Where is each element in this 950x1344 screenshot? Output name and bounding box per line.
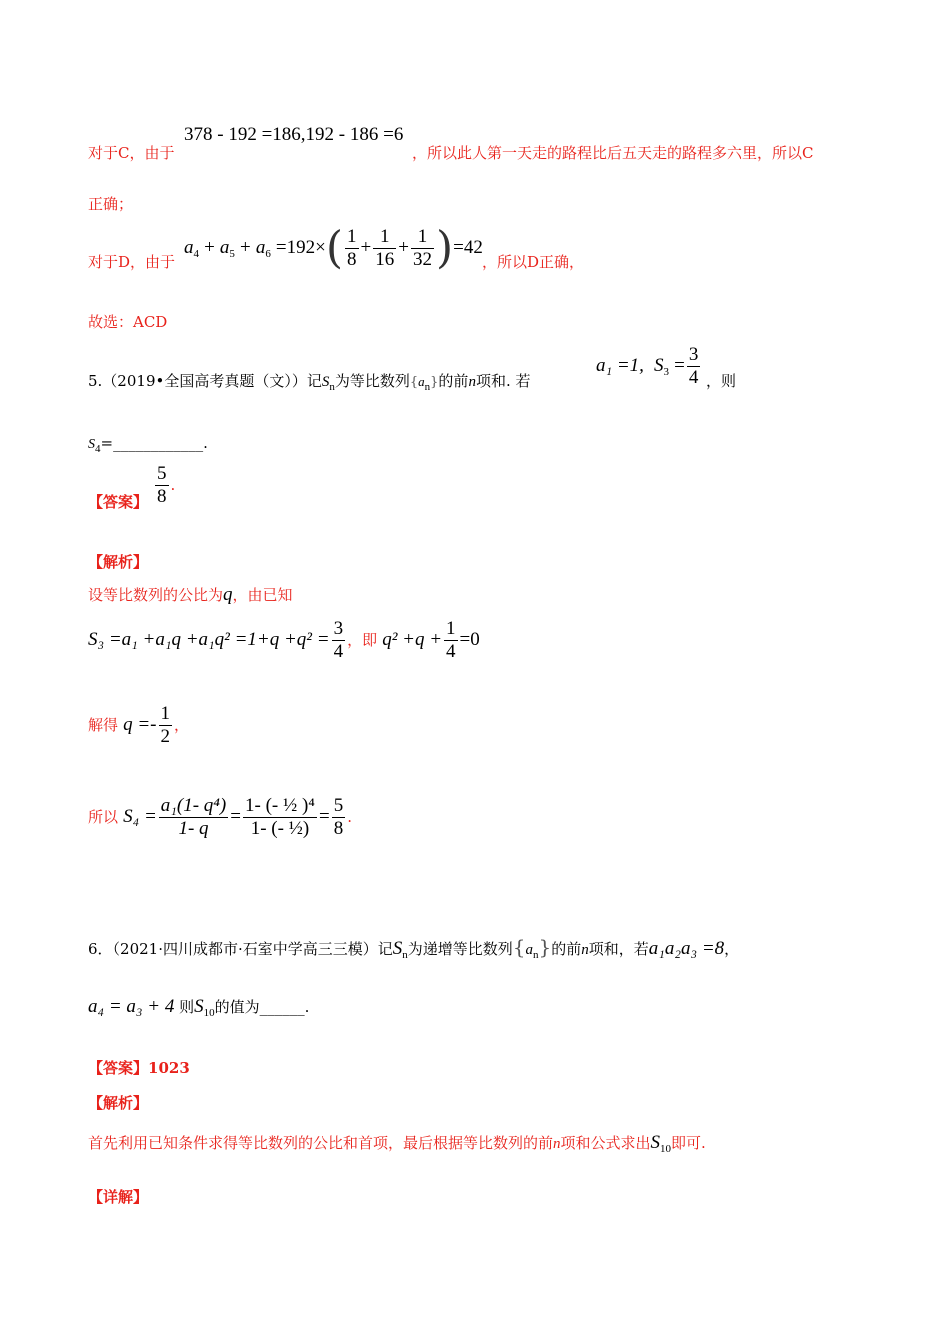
option-d-formula: $a_4 + a_5 + a_6 =192\times$( $\frac{1}{8}$ + $\frac{1}{16}$ + $\frac{1}{32}$ )=42 — [184, 222, 483, 274]
option-c-cont: 正确； — [88, 195, 134, 213]
q6-stem-2: a₄ = a₃ + 4 则$S_{10}$的值为______. — [88, 996, 310, 1019]
q5-cond2: $S_3$ = $\frac{3}{4}$ — [654, 344, 699, 388]
q5-answer-label: 【答案】 — [88, 493, 149, 511]
q6-analysis-label: 【解析】 — [88, 1094, 149, 1112]
q5-equation-s3: S₃ =a₁ +a₁q +a₁q² =1+q +q² = $\frac{3}{4}$ ，即 q² +q + $\frac{1}{4}$ =0 — [88, 618, 480, 662]
q6-detail-label: 【详解】 — [88, 1188, 149, 1206]
q5-tail: ，则 — [706, 372, 737, 390]
q5-analysis-line1: 设等比数列的公比为q，由已知 — [88, 584, 293, 605]
q5-answer: $\frac{5}{8}$ . — [157, 463, 176, 507]
q5-stem: 5.（2019•全国高考真题（文））记$S_n$为等比数列$\{a_n\}$的前n项和. 若 — [88, 372, 531, 393]
q5-solve-q: 解得 q =- $\frac{1}{2}$ ， — [88, 703, 190, 747]
option-c-formula: 378 - 192 =186,192 - 186 =6 — [184, 124, 404, 145]
option-d-prefix: 对于D，由于 — [88, 253, 176, 271]
q5-s4-result: 所以 S₄ = $\frac{\text{a₁(1- q⁴)}}{1- q}$ = $\frac{\text{1- (- ½ )⁴}}{\text{1- (- ½)}}$ = $\frac{5}{8}$ . — [88, 795, 352, 839]
q5-cond1: a₁ =1, — [596, 355, 644, 376]
q6-answer: 【答案】1023 — [88, 1059, 190, 1077]
q6-stem: 6．（2021·四川成都市·石室中学高三三模）记$S_n$为递增等比数列$\{a_n\}$的前n项和，若a₁a₂a₃ =8， — [88, 935, 740, 961]
option-c-prefix: 对于C，由于 — [88, 144, 175, 162]
q5-blank: $S_4=\_\_\_\_\_\_\_\_\_\_\_\_$. — [88, 434, 208, 455]
option-c-suffix: ，所以此人第一天走的路程比后五天走的路程多六里，所以C — [412, 144, 814, 162]
choose-answer: 故选：ACD — [88, 313, 168, 331]
option-c-line — [88, 142, 174, 163]
q5-analysis-label: 【解析】 — [88, 553, 149, 571]
option-d-suffix: ，所以D正确， — [482, 253, 585, 271]
q6-analysis-text: 首先利用已知条件求得等比数列的公比和首项，最后根据等比数列的前n项和公式求出$S_{10}$即可. — [88, 1132, 706, 1155]
